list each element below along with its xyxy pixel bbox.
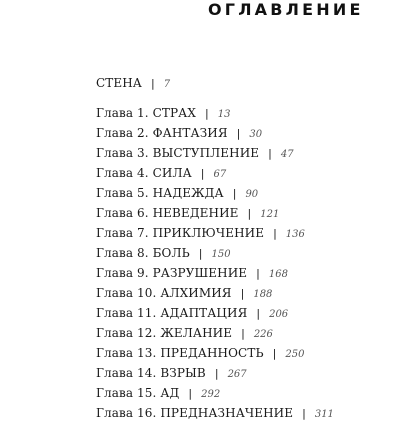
toc-separator: | — [200, 167, 205, 180]
toc-entry-title: Глава 4. СИЛА — [96, 166, 192, 180]
toc-separator: | — [151, 77, 155, 90]
toc-separator: | — [214, 367, 219, 380]
toc-separator: | — [232, 187, 237, 200]
toc-entry-page: 311 — [314, 409, 334, 420]
toc-entry-page: 47 — [280, 149, 294, 160]
toc-separator: | — [273, 227, 277, 240]
toc-entry-page: 226 — [253, 329, 273, 340]
toc-entry[interactable] — [96, 406, 416, 426]
toc-entry-title: Глава 3. ВЫСТУПЛЕНИЕ — [96, 146, 260, 160]
toc-entry-title: Глава 1. СТРАХ — [96, 106, 197, 120]
toc-separator: | — [236, 127, 241, 140]
toc-entry-title: Глава 11. АДАПТАЦИЯ — [96, 306, 248, 320]
toc-entry-title: Глава 12. ЖЕЛАНИЕ — [96, 326, 233, 340]
toc-entry-title: Глава 13. ПРЕДАННОСТЬ — [96, 346, 264, 360]
toc-entry[interactable] — [96, 186, 416, 206]
toc-entry[interactable] — [96, 166, 416, 186]
toc-entry[interactable] — [96, 76, 416, 96]
toc-entry-page: 150 — [211, 249, 231, 260]
toc-separator: | — [205, 107, 209, 120]
toc-entry[interactable] — [96, 306, 416, 326]
toc-separator: | — [256, 307, 261, 320]
toc-entry-title: Глава 16. ПРЕДНАЗНАЧЕНИЕ — [96, 406, 294, 420]
toc-entry-page: 206 — [269, 309, 289, 320]
toc-separator: | — [241, 327, 245, 340]
toc-entry-title: Глава 7. ПРИКЛЮЧЕНИЕ — [96, 226, 265, 240]
toc-entry-title: Глава 8. БОЛЬ — [96, 246, 190, 260]
toc-entry-page: 168 — [268, 269, 288, 280]
toc-entry[interactable] — [96, 266, 416, 286]
toc-entry-page: 67 — [213, 169, 227, 180]
toc-entry-title: Глава 9. РАЗРУШЕНИЕ — [96, 266, 248, 280]
page-title: ОГЛАВЛЕНИЕ — [208, 0, 364, 19]
table-of-contents — [96, 76, 416, 426]
toc-entry-page: 90 — [245, 189, 259, 200]
toc-separator: | — [256, 267, 260, 280]
toc-entry-page: 136 — [285, 229, 305, 240]
toc-separator: | — [198, 247, 203, 260]
toc-entry[interactable] — [96, 226, 416, 246]
toc-entry[interactable] — [96, 326, 416, 346]
toc-entry[interactable] — [96, 346, 416, 366]
toc-entry-page: 121 — [260, 209, 280, 220]
toc-entry-title: СТЕНА — [96, 76, 142, 90]
toc-entry-page: 13 — [217, 109, 231, 120]
toc-entry[interactable] — [96, 286, 416, 306]
toc-entry-page: 188 — [253, 289, 273, 300]
toc-entry-page: 250 — [285, 349, 305, 360]
toc-separator: | — [272, 347, 277, 360]
toc-entry-title: Глава 6. НЕВЕДЕНИЕ — [96, 206, 239, 220]
toc-entry[interactable] — [96, 126, 416, 146]
toc-entry-page: 7 — [163, 79, 171, 90]
toc-separator: | — [302, 407, 306, 420]
toc-entry-title: Глава 2. ФАНТАЗИЯ — [96, 126, 228, 140]
toc-entry-title: Глава 5. НАДЕЖДА — [96, 186, 224, 200]
toc-entry-title: Глава 10. АЛХИМИЯ — [96, 286, 232, 300]
toc-entry-page: 267 — [227, 369, 247, 380]
toc-entry[interactable] — [96, 206, 416, 226]
toc-separator: | — [240, 287, 245, 300]
toc-entry[interactable] — [96, 146, 416, 166]
toc-entry-page: 292 — [201, 389, 221, 400]
toc-entry-title: Глава 14. ВЗРЫВ — [96, 366, 206, 380]
toc-entry-page: 30 — [249, 129, 263, 140]
toc-entry[interactable] — [96, 386, 416, 406]
toc-separator: | — [268, 147, 272, 160]
toc-separator: | — [247, 207, 252, 220]
toc-entry-title: Глава 15. АД — [96, 386, 180, 400]
toc-entry[interactable] — [96, 366, 416, 386]
toc-entry[interactable] — [96, 246, 416, 266]
toc-separator: | — [188, 387, 193, 400]
toc-entry[interactable] — [96, 106, 416, 126]
